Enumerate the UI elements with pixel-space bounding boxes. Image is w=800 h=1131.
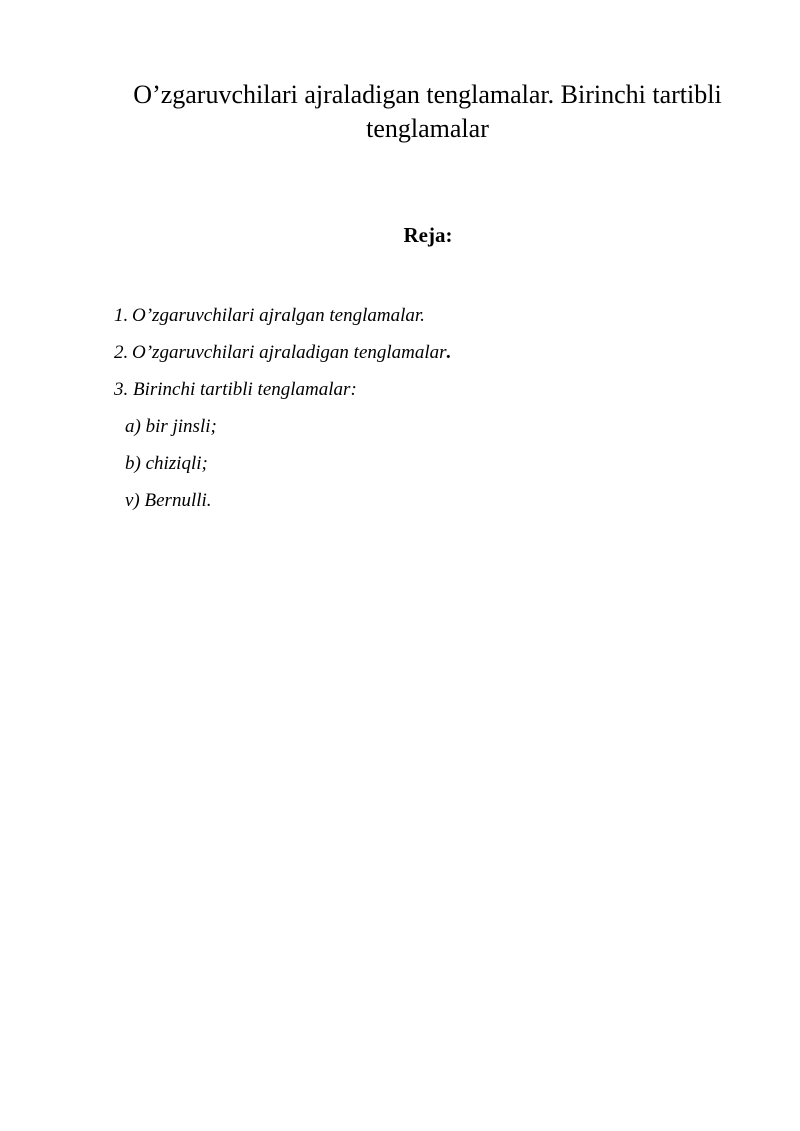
plan-item-period: . (446, 342, 452, 363)
plan-item-text: 3. Birinchi tartibli tenglamalar: (114, 379, 357, 400)
plan-item-2 (114, 340, 714, 377)
plan-item-text: O’zgaruvchilari ajralgan tenglamalar. (132, 305, 425, 326)
plan-heading: Reja: (403, 223, 453, 247)
plan-item-number: 1. (114, 305, 129, 326)
plan-subitem-v (114, 488, 714, 525)
plan-item-text: b) chiziqli; (125, 453, 208, 474)
plan-item-1 (114, 303, 714, 340)
plan-item-3 (114, 377, 714, 414)
plan-item-number: 2. (114, 342, 129, 363)
plan-list (114, 303, 714, 525)
plan-subitem-b (114, 451, 714, 488)
plan-item-text: a) bir jinsli; (125, 416, 217, 437)
document-title: O’zgaruvchilari ajraladigan tenglamalar. Birinchi tartibli tenglamalar (133, 80, 722, 143)
plan-item-text: v) Bernulli. (125, 490, 212, 511)
plan-subitem-a (114, 414, 714, 451)
plan-item-text: O’zgaruvchilari ajraladigan tenglamalar (132, 342, 447, 363)
